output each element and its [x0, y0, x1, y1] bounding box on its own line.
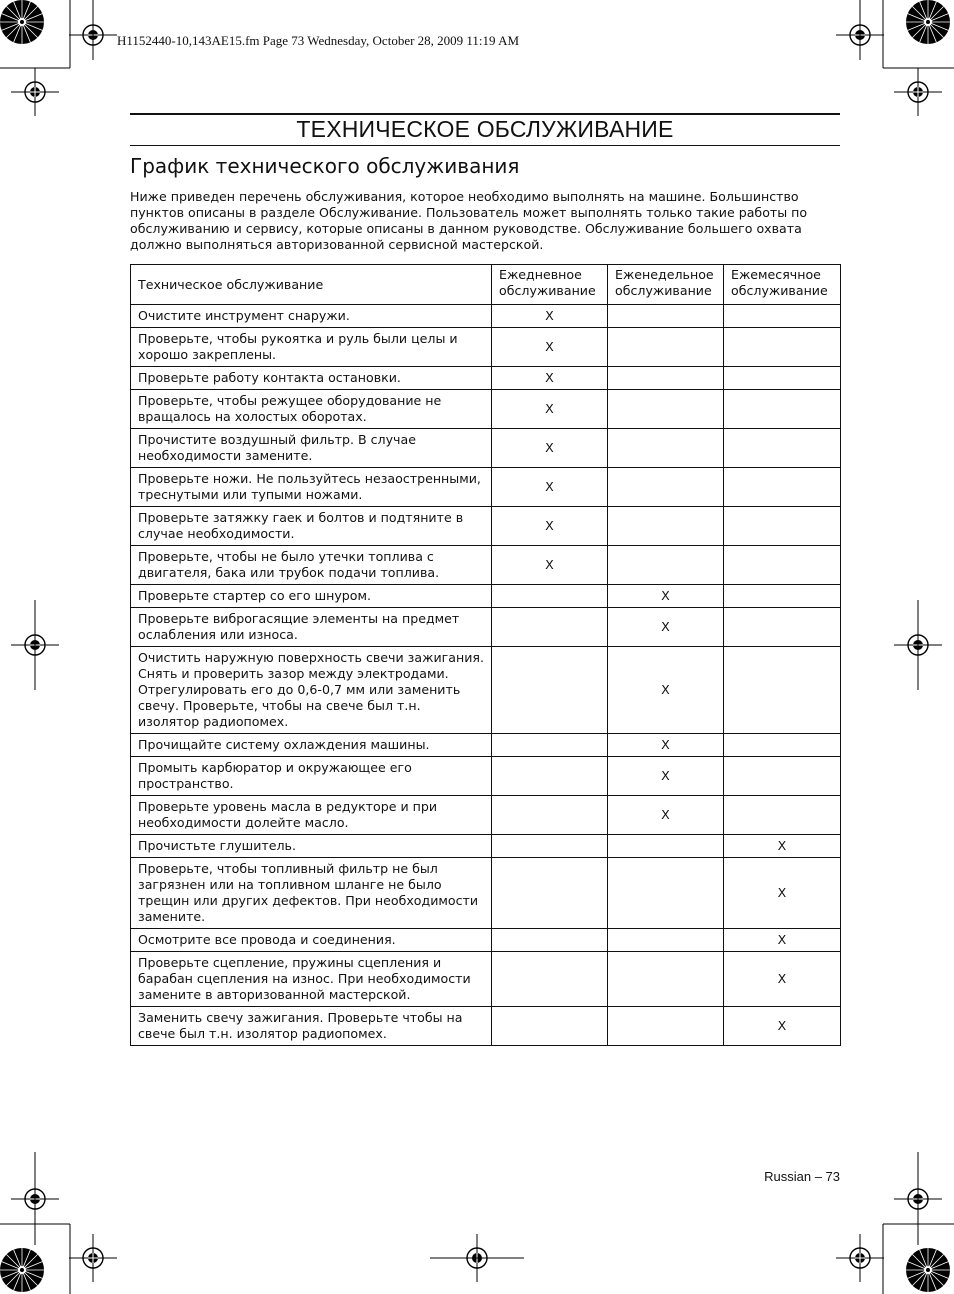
- table-row: [131, 305, 841, 328]
- task-cell: Проверьте, чтобы рукоятка и руль были целы и хорошо закреплены.: [131, 328, 492, 367]
- daily-mark: X: [492, 468, 608, 507]
- task-cell: Проверьте, чтобы режущее оборудование не вращалось на холостых оборотах.: [131, 390, 492, 429]
- monthly-mark: [724, 468, 841, 507]
- table-row: [131, 367, 841, 390]
- print-header: H1152440-10,143AE15.fm Page 73 Wednesday, October 28, 2009 11:19 AM: [117, 33, 520, 48]
- table-row: [131, 390, 841, 429]
- header-weekly: Еженедельное обслуживание: [608, 265, 724, 305]
- daily-mark: [492, 858, 608, 929]
- table-header-row: [131, 265, 841, 305]
- daily-mark: [492, 757, 608, 796]
- daily-mark: X: [492, 390, 608, 429]
- monthly-mark: [724, 647, 841, 734]
- weekly-mark: [608, 468, 724, 507]
- task-cell: Прочистьте глушитель.: [131, 835, 492, 858]
- table-row: [131, 734, 841, 757]
- weekly-mark: [608, 367, 724, 390]
- weekly-mark: X: [608, 585, 724, 608]
- monthly-mark: X: [724, 952, 841, 1007]
- task-cell: Прочистите воздушный фильтр. В случае необходимости замените.: [131, 429, 492, 468]
- daily-mark: [492, 647, 608, 734]
- header-task: Техническое обслуживание: [131, 265, 492, 305]
- monthly-mark: [724, 608, 841, 647]
- task-cell: Прочищайте систему охлаждения машины.: [131, 734, 492, 757]
- section-title: График технического обслуживания: [130, 154, 520, 178]
- sunburst-mark: [906, 1248, 950, 1292]
- task-cell: Проверьте виброгасящие элементы на предмет ослабления или износа.: [131, 608, 492, 647]
- header-monthly: Ежемесячное обслуживание: [724, 265, 841, 305]
- table-row: [131, 507, 841, 546]
- daily-mark: [492, 796, 608, 835]
- daily-mark: X: [492, 328, 608, 367]
- task-cell: Проверьте затяжку гаек и болтов и подтяните в случае необходимости.: [131, 507, 492, 546]
- monthly-mark: [724, 390, 841, 429]
- task-cell: Промыть карбюратор и окружающее его пространство.: [131, 757, 492, 796]
- table-row: [131, 328, 841, 367]
- table-row: [131, 468, 841, 507]
- monthly-mark: [724, 734, 841, 757]
- table-row: [131, 757, 841, 796]
- weekly-mark: X: [608, 647, 724, 734]
- weekly-mark: X: [608, 757, 724, 796]
- table-row: [131, 647, 841, 734]
- weekly-mark: X: [608, 734, 724, 757]
- monthly-mark: [724, 429, 841, 468]
- daily-mark: [492, 1007, 608, 1046]
- table-row: [131, 858, 841, 929]
- daily-mark: [492, 608, 608, 647]
- monthly-mark: [724, 757, 841, 796]
- table-row: [131, 1007, 841, 1046]
- task-cell: Осмотрите все провода и соединения.: [131, 929, 492, 952]
- table-row: [131, 835, 841, 858]
- daily-mark: X: [492, 305, 608, 328]
- task-cell: Очистите инструмент снаружи.: [131, 305, 492, 328]
- table-row: [131, 796, 841, 835]
- monthly-mark: [724, 585, 841, 608]
- table-row: [131, 929, 841, 952]
- sunburst-mark: [0, 0, 44, 44]
- weekly-mark: [608, 305, 724, 328]
- daily-mark: [492, 835, 608, 858]
- weekly-mark: [608, 929, 724, 952]
- weekly-mark: X: [608, 796, 724, 835]
- daily-mark: [492, 929, 608, 952]
- table-row: [131, 952, 841, 1007]
- daily-mark: X: [492, 546, 608, 585]
- weekly-mark: X: [608, 608, 724, 647]
- daily-mark: X: [492, 429, 608, 468]
- daily-mark: X: [492, 507, 608, 546]
- page-title: ТЕХНИЧЕСКОЕ ОБСЛУЖИВАНИЕ: [296, 116, 674, 142]
- intro-paragraph: Ниже приведен перечень обслуживания, которое необходимо выполнять на машине. Большинство пунктов описаны в разделе Обслуживание. Пользователь может выполнять только такие работы по обслуживанию и сервису, которые описаны в данном руководстве. Обслуживание большего охвата должно выполняться авторизованной сервисной мастерской.: [130, 189, 808, 252]
- task-cell: Проверьте, чтобы топливный фильтр не был загрязнен или на топливном шланге не было трещин или других дефектов. При необходимости замените.: [131, 858, 492, 929]
- table-row: [131, 546, 841, 585]
- weekly-mark: [608, 507, 724, 546]
- task-cell: Проверьте ножи. Не пользуйтесь незаостренными, треснутыми или тупыми ножами.: [131, 468, 492, 507]
- monthly-mark: X: [724, 1007, 841, 1046]
- maintenance-schedule-table: [130, 264, 841, 1046]
- weekly-mark: [608, 952, 724, 1007]
- monthly-mark: [724, 546, 841, 585]
- daily-mark: [492, 734, 608, 757]
- monthly-mark: [724, 328, 841, 367]
- monthly-mark: X: [724, 858, 841, 929]
- weekly-mark: [608, 835, 724, 858]
- daily-mark: X: [492, 367, 608, 390]
- task-cell: Проверьте сцепление, пружины сцепления и барабан сцепления на износ. При необходимости замените в авторизованной мастерской.: [131, 952, 492, 1007]
- daily-mark: [492, 585, 608, 608]
- table-row: [131, 608, 841, 647]
- weekly-mark: [608, 546, 724, 585]
- monthly-mark: X: [724, 929, 841, 952]
- task-cell: Проверьте, чтобы не было утечки топлива с двигателя, бака или трубок подачи топлива.: [131, 546, 492, 585]
- task-cell: Очистить наружную поверхность свечи зажигания. Снять и проверить зазор между электродами. Отрегулировать его до 0,6-0,7 мм или заменить свечу. Проверьте, чтобы на свече был т.н. изолятор радиопомех.: [131, 647, 492, 734]
- task-cell: Заменить свечу зажигания. Проверьте чтобы на свече был т.н. изолятор радиопомех.: [131, 1007, 492, 1046]
- weekly-mark: [608, 858, 724, 929]
- task-cell: Проверьте работу контакта остановки.: [131, 367, 492, 390]
- weekly-mark: [608, 328, 724, 367]
- monthly-mark: [724, 305, 841, 328]
- weekly-mark: [608, 429, 724, 468]
- table-row: [131, 585, 841, 608]
- header-daily: Ежедневное обслуживание: [492, 265, 608, 305]
- task-cell: Проверьте уровень масла в редукторе и при необходимости долейте масло.: [131, 796, 492, 835]
- weekly-mark: [608, 1007, 724, 1046]
- daily-mark: [492, 952, 608, 1007]
- weekly-mark: [608, 390, 724, 429]
- table-row: [131, 429, 841, 468]
- page-footer: Russian – 73: [764, 1169, 840, 1184]
- sunburst-mark: [906, 0, 950, 44]
- title-rule-top: [130, 113, 840, 115]
- sunburst-mark: [0, 1248, 44, 1292]
- monthly-mark: [724, 367, 841, 390]
- title-rule-bottom: [130, 145, 840, 146]
- monthly-mark: X: [724, 835, 841, 858]
- monthly-mark: [724, 507, 841, 546]
- monthly-mark: [724, 796, 841, 835]
- task-cell: Проверьте стартер со его шнуром.: [131, 585, 492, 608]
